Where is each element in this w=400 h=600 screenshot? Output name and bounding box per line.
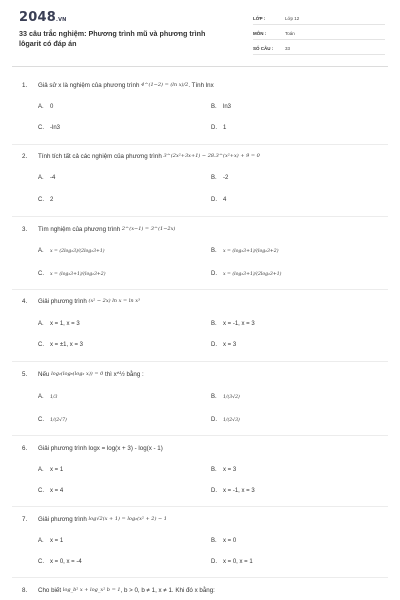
option-a[interactable]: A. x = 1 bbox=[38, 467, 64, 473]
option-a[interactable]: A. x = (2log₂3)/(2log₂3+1) bbox=[38, 248, 105, 254]
question-number: 8. bbox=[22, 587, 28, 594]
question-separator bbox=[12, 289, 388, 290]
site-logo[interactable]: 2048.VN bbox=[19, 10, 67, 25]
math-expression: log_b² x + log_x² b = 1 bbox=[62, 587, 121, 593]
question-text: Tính tích tất cả các nghiệm của phương trình 3^(2x²+3x+1) − 28.3^(x²+x) + 9 = 0 bbox=[38, 153, 260, 160]
math-expression: 2^(x−1) = 3^(1−2x) bbox=[121, 226, 176, 232]
question-separator bbox=[12, 435, 388, 436]
option-b[interactable]: B. x = -1, x = 3 bbox=[211, 321, 255, 327]
meta-value: Lớp 12 bbox=[285, 16, 300, 21]
question-text: Giả sử x là nghiệm của phương trình 4^(1−2) = (ln x)/2. Tính lnx bbox=[38, 82, 214, 89]
option-a[interactable]: A. x = 1, x = 3 bbox=[38, 321, 80, 327]
question-text: Tìm nghiệm của phương trình 2^(x−1) = 3^(1−2x) bbox=[38, 226, 176, 233]
meta-row-count bbox=[253, 43, 385, 55]
option-c[interactable]: C. x = (log₂3+1)/(log₂3+2) bbox=[38, 271, 106, 277]
question-number: 2. bbox=[22, 153, 28, 160]
option-d[interactable]: D. x = (log₂3+1)/(2log₂3+1) bbox=[211, 271, 282, 277]
option-d[interactable]: D. 1/(2√3) bbox=[211, 417, 240, 423]
meta-value: 33 bbox=[285, 46, 291, 51]
option-b[interactable]: B. 1/(3√2) bbox=[211, 394, 240, 400]
math-expression: 3^(2x²+3x+1) − 28.3^(x²+x) + 9 = 0 bbox=[163, 153, 260, 159]
question-number: 6. bbox=[22, 445, 28, 452]
question-text: Giải phương trình logx = log(x + 3) - log(x - 1) bbox=[38, 445, 163, 452]
meta-row-subject bbox=[253, 28, 385, 40]
option-a[interactable]: A. 0 bbox=[38, 104, 54, 110]
option-c[interactable]: C. x = ±1, x = 3 bbox=[38, 342, 83, 348]
math-expression: log√2(x + 1) = log₂(x² + 2) − 1 bbox=[88, 516, 167, 522]
option-a[interactable]: A. x = 1 bbox=[38, 538, 64, 544]
option-d[interactable]: D. x = 3 bbox=[211, 342, 237, 348]
option-d[interactable]: D. 4 bbox=[211, 197, 227, 203]
option-c[interactable]: C. x = 4 bbox=[38, 488, 64, 494]
question-separator bbox=[12, 216, 388, 217]
option-d[interactable]: D. x = -1, x = 3 bbox=[211, 488, 255, 494]
question-text: Nếu log₂(log₈(log₂ x)) = 0 thì x^½ bằng : bbox=[38, 371, 144, 378]
meta-label: MÔN : bbox=[253, 31, 267, 36]
header-divider bbox=[12, 66, 388, 67]
option-c[interactable]: C. -ln3 bbox=[38, 125, 61, 131]
option-b[interactable]: B. -2 bbox=[211, 175, 229, 181]
header bbox=[0, 0, 400, 60]
meta-table bbox=[253, 13, 385, 58]
option-c[interactable]: C. 1/(2√7) bbox=[38, 417, 67, 423]
question-separator bbox=[12, 577, 388, 578]
option-a[interactable]: A. 1/3 bbox=[38, 394, 58, 400]
meta-label: SỐ CÂU : bbox=[253, 46, 274, 51]
question-separator bbox=[12, 506, 388, 507]
option-c[interactable]: C. 2 bbox=[38, 197, 54, 203]
option-c[interactable]: C. x = 0, x = -4 bbox=[38, 559, 82, 565]
question-number: 3. bbox=[22, 226, 28, 233]
document-title: 33 câu trắc nghiệm: Phương trình mũ và phương trình lôgarit có đáp án bbox=[19, 29, 206, 48]
meta-row-grade bbox=[253, 13, 385, 25]
question-number: 7. bbox=[22, 516, 28, 523]
question-number: 5. bbox=[22, 371, 28, 378]
option-b[interactable]: B. x = 0 bbox=[211, 538, 237, 544]
question-text: Giải phương trình log√2(x + 1) = log₂(x² + 2) − 1 bbox=[38, 516, 167, 523]
option-b[interactable]: B. x = (log₂3+1)/(log₂3+2) bbox=[211, 248, 279, 254]
math-expression: 4^(1−2) = (ln x)/2 bbox=[141, 82, 189, 88]
option-b[interactable]: B. x = 3 bbox=[211, 467, 237, 473]
meta-value: Toán bbox=[285, 31, 295, 36]
math-expression: (x² − 2x) ln x = ln x³ bbox=[88, 298, 141, 304]
meta-label: LỚP : bbox=[253, 16, 266, 21]
question-separator bbox=[12, 361, 388, 362]
question-number: 4. bbox=[22, 298, 28, 305]
option-d[interactable]: D. 1 bbox=[211, 125, 227, 131]
question-text: Giải phương trình (x² − 2x) ln x = ln x³ bbox=[38, 298, 141, 305]
option-a[interactable]: A. -4 bbox=[38, 175, 56, 181]
math-expression: log₂(log₈(log₂ x)) = 0 bbox=[51, 371, 104, 377]
option-b[interactable]: B. ln3 bbox=[211, 104, 232, 110]
question-separator bbox=[12, 144, 388, 145]
question-text: Cho biết log_b² x + log_x² b = 1, b > 0, b ≠ 1, x ≠ 1. Khi đó x bằng: bbox=[38, 587, 215, 594]
option-d[interactable]: D. x = 0, x = 1 bbox=[211, 559, 253, 565]
question-number: 1. bbox=[22, 82, 28, 89]
